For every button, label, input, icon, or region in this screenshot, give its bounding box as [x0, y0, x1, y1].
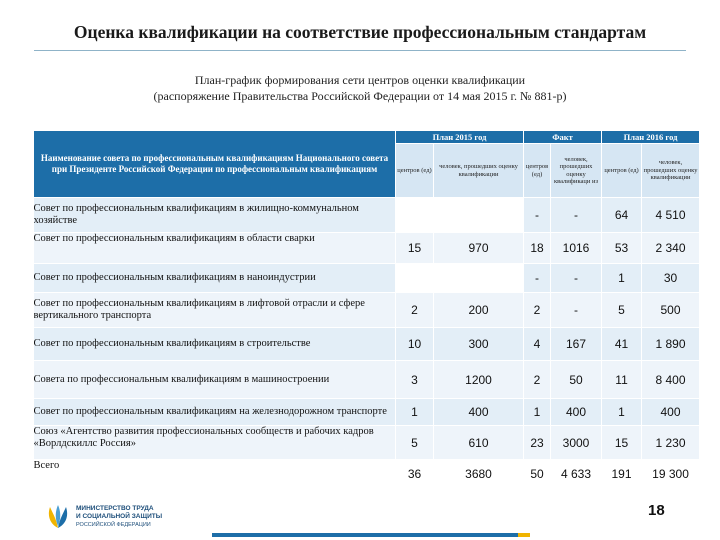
- plan2015-centers: 3: [396, 361, 434, 399]
- council-name: Совет по профессиональным квалификациям на железнодорожном транспорте: [34, 399, 396, 426]
- fact-centers: 50: [524, 460, 551, 488]
- council-name: Совет по профессиональным квалификациям в наноиндустрии: [34, 264, 396, 293]
- plan2015-people: 400: [434, 399, 524, 426]
- table-row-total: [34, 460, 700, 488]
- plan2016-centers: 53: [602, 233, 642, 264]
- subheader-plan2016-people: человек, прошедших оценку квалификации: [642, 144, 700, 198]
- plan2015-centers: 1: [396, 399, 434, 426]
- table-row: [34, 361, 700, 399]
- plan2016-people: 1 230: [642, 426, 700, 460]
- plan2016-people: 8 400: [642, 361, 700, 399]
- fact-centers: 2: [524, 361, 551, 399]
- table-row: [34, 264, 700, 293]
- table-row: [34, 198, 700, 233]
- plan2015-people: 300: [434, 328, 524, 361]
- plan2016-people: 2 340: [642, 233, 700, 264]
- subheader-plan2015-centers: центров (ед): [396, 144, 434, 198]
- plan2016-people: 30: [642, 264, 700, 293]
- fact-people: -: [551, 293, 602, 328]
- footer-accent-bar: [518, 533, 530, 537]
- ministry-line-1: МИНИСТЕРСТВО ТРУДА: [76, 505, 154, 512]
- council-name: Союз «Агентство развития профессиональных сообществ и рабочих кадров «Ворлдскиллс Россия»: [34, 426, 396, 460]
- ministry-line-2: И СОЦИАЛЬНОЙ ЗАЩИТЫ: [76, 513, 163, 520]
- fact-people: 3000: [551, 426, 602, 460]
- title-divider: [34, 50, 686, 51]
- plan2016-people: 500: [642, 293, 700, 328]
- table-row: [34, 233, 700, 264]
- fact-people: -: [551, 198, 602, 233]
- council-name: Совет по профессиональным квалификациям в жилищно-коммунальном хозяйстве: [34, 198, 396, 233]
- council-name: Совет по профессиональным квалификациям в области сварки: [34, 233, 396, 264]
- plan2016-centers: 1: [602, 264, 642, 293]
- plan2015-centers: [396, 264, 434, 293]
- plan2015-centers: 2: [396, 293, 434, 328]
- ministry-name: [76, 505, 162, 529]
- page-subtitle: [0, 72, 720, 104]
- council-name: Совет по профессиональным квалификациям в лифтовой отрасли и сфере вертикального транспорта: [34, 293, 396, 328]
- plan2015-centers: 15: [396, 233, 434, 264]
- plan2015-people: 610: [434, 426, 524, 460]
- plan2016-people: 19 300: [642, 460, 700, 488]
- fact-people: 167: [551, 328, 602, 361]
- subtitle-line-1: План-график формирования сети центров оценки квалификации: [194, 73, 526, 87]
- fact-people: 400: [551, 399, 602, 426]
- fact-centers: -: [524, 264, 551, 293]
- plan2016-centers: 15: [602, 426, 642, 460]
- plan2015-people: [434, 264, 524, 293]
- column-header-council-name: Наименование совета по профессиональным квалификациям Национального совета при Президенте Российской Федерации по профессиональным квалификациям: [34, 131, 396, 198]
- subtitle-line-2: (распоряжение Правительства Российской Федерации от 14 мая 2015 г. № 881-р): [153, 89, 567, 103]
- subheader-fact-people: человек, прошедших оценку квалификаци из: [551, 144, 602, 198]
- plan2015-centers: 5: [396, 426, 434, 460]
- column-group-fact: Факт: [524, 131, 602, 144]
- plan2015-centers: 10: [396, 328, 434, 361]
- fact-people: 1016: [551, 233, 602, 264]
- plan2016-centers: 41: [602, 328, 642, 361]
- council-name: Совета по профессиональным квалификациям в машиностроении: [34, 361, 396, 399]
- plan2015-centers: [396, 198, 434, 233]
- plan2015-people: 1200: [434, 361, 524, 399]
- fact-centers: 2: [524, 293, 551, 328]
- table-row: [34, 293, 700, 328]
- plan2016-people: 4 510: [642, 198, 700, 233]
- fact-centers: 4: [524, 328, 551, 361]
- plan2015-people: 970: [434, 233, 524, 264]
- plan2016-centers: 11: [602, 361, 642, 399]
- fact-centers: 23: [524, 426, 551, 460]
- page-number: 18: [648, 502, 665, 519]
- plan2016-centers: 64: [602, 198, 642, 233]
- fact-centers: 18: [524, 233, 551, 264]
- subheader-plan2015-people: человек, прошедших оценку квалификации: [434, 144, 524, 198]
- column-group-plan-2015: План 2015 год: [396, 131, 524, 144]
- council-name: Совет по профессиональным квалификациям в строительстве: [34, 328, 396, 361]
- page-title: Оценка квалификации на соответствие профессиональным стандартам: [73, 22, 647, 42]
- plan2016-centers: 5: [602, 293, 642, 328]
- column-group-plan-2016: План 2016 год: [602, 131, 700, 144]
- table-row: [34, 328, 700, 361]
- fact-people: -: [551, 264, 602, 293]
- plan2016-centers: 1: [602, 399, 642, 426]
- table-row: [34, 399, 700, 426]
- plan2015-people: 200: [434, 293, 524, 328]
- ministry-logo-icon: [44, 502, 72, 530]
- plan2016-people: 400: [642, 399, 700, 426]
- subheader-plan2016-centers: центров (ед): [602, 144, 642, 198]
- council-name: Всего: [34, 460, 396, 488]
- fact-centers: -: [524, 198, 551, 233]
- plan2016-centers: 191: [602, 460, 642, 488]
- plan2015-centers: 36: [396, 460, 434, 488]
- fact-centers: 1: [524, 399, 551, 426]
- fact-people: 4 633: [551, 460, 602, 488]
- plan2015-people: [434, 198, 524, 233]
- plan2015-people: 3680: [434, 460, 524, 488]
- footer-divider: [212, 533, 518, 537]
- table-row: [34, 426, 700, 460]
- subheader-fact-centers: центров (ед): [524, 144, 551, 198]
- fact-people: 50: [551, 361, 602, 399]
- ministry-line-3: РОССИЙСКОЙ ФЕДЕРАЦИИ: [76, 522, 151, 528]
- qualification-table: [33, 130, 700, 488]
- plan2016-people: 1 890: [642, 328, 700, 361]
